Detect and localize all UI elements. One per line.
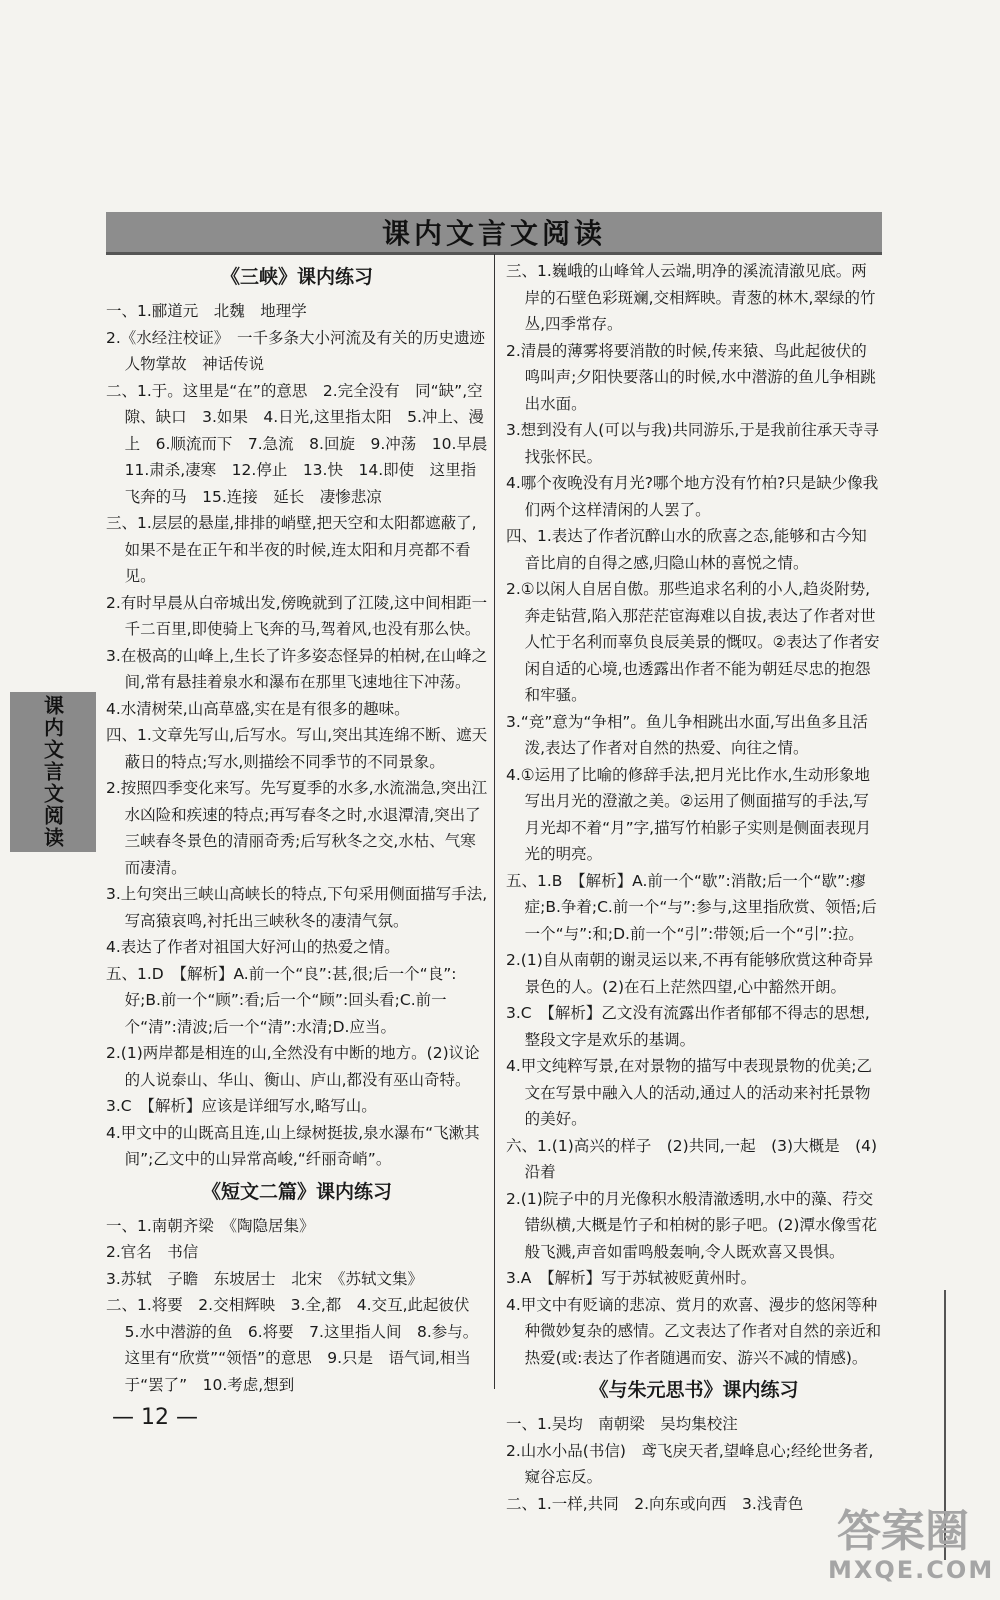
watermark-url: MXQE.COM	[828, 1556, 995, 1584]
answer-item: 三、1.巍峨的山峰耸人云端,明净的溪流清澈见底。两岸的石壁色彩斑斓,交相辉映。青葱的林木,翠绿的竹丛,四季常存。	[506, 262, 876, 333]
answer-item: 3.在极高的山峰上,生长了许多姿态怪异的柏树,在山峰之间,常有悬挂着泉水和瀑布在那里飞速地往下冲荡。	[106, 646, 488, 691]
page-number: — 12 —	[112, 1405, 198, 1430]
answer-item: 3.想到没有人(可以与我)共同游乐,于是我前往承天寺寻找张怀民。	[506, 421, 879, 466]
section-title: 《短文二篇》课内练习	[201, 1180, 392, 1203]
answer-item: 二、1.于。这里是“在”的意思 2.完全没有 同“缺”,空隙、缺口 3.如果 4.日光,这里指太阳 5.冲上、漫上 6.顺流而下 7.急流 8.回旋 9.冲荡 10.早晨 11.肃杀,凄寒 12.停止 13.快 14.即使 这里指飞奔的马 15.连接 延长 凄惨悲凉	[106, 381, 503, 506]
answer-item: 二、1.将要 2.交相辉映 3.全,都 4.交互,此起彼伏 5.水中潜游的鱼 6.将要 7.这里指人间 8.参与。这里有“欣赏”“领悟”的意思 9.只是 语气词,相当于“罢了” 10.考虑,想到	[106, 1296, 486, 1394]
banner-title: 课内文言文阅读	[381, 217, 606, 250]
answer-item: 3.苏轼 子瞻 东坡居士 北宋 《苏轼文集》	[106, 1269, 424, 1288]
section-title: 《与朱元思书》课内练习	[589, 1379, 799, 1401]
answer-item: 2.清晨的薄雾将要消散的时候,传来猿、鸟此起彼伏的鸣叫声;夕阳快要落山的时候,水中潜游的鱼儿争相跳出水面。	[506, 341, 876, 413]
answer-item: 2.按照四季变化来写。先写夏季的水多,水流湍急,突出江水凶险和疾速的特点;再写春冬之时,水退潭清,突出了三峡春冬景色的清丽奇秀;后写秋冬之交,水枯、气寒而凄清。	[106, 779, 488, 877]
watermark-logo	[828, 1506, 995, 1584]
answer-item: 2.(1)自从南朝的谢灵运以来,不再有能够欣赏这种奇异景色的人。(2)在石上茫然四望,心中豁然开朗。	[506, 951, 874, 996]
answer-item: 四、1.表达了作者沉醉山水的欣喜之态,能够和古今知音比肩的自得之感,归隐山林的喜悦之情。	[506, 527, 867, 572]
answer-item: 3.A 【解析】写于苏轼被贬黄州时。	[506, 1269, 757, 1287]
answer-item: 2.《水经注校证》 一千多条大小河流及有关的历史遗迹 人物掌故 神话传说	[106, 328, 501, 373]
answer-item: 2.①以闲人自居自傲。那些追求名利的小人,趋炎附势,奔走钻营,陷入那茫茫宦海难以自拔,表达了作者对世人忙于名利而辜负良辰美景的慨叹。②表达了作者安闲自适的心境,也透露出作者不能为朝廷尽忠的抱怨和牢骚。	[506, 580, 880, 704]
answer-item: 四、1.文章先写山,后写水。写山,突出其连绵不断、遮天蔽日的特点;写水,则描绘不同季节的不同景象。	[106, 726, 488, 771]
answer-item: 2.山水小品(书信) 鸢飞戾天者,望峰息心;经纶世务者,窥谷忘反。	[506, 1441, 874, 1486]
left-column	[106, 258, 503, 1398]
answer-item: 3.C 【解析】应该是详细写水,略写山。	[106, 1097, 377, 1115]
answer-item: 4.甲文中的山既高且连,山上绿树挺拔,泉水瀑布“飞漱其间”;乙文中的山异常高峻,“纤丽奇峭”。	[106, 1123, 480, 1168]
watermark-title: 答案圈	[837, 1506, 969, 1557]
answer-item: 3.“竞”意为“争相”。鱼儿争相跳出水面,写出鱼多且活泼,表达了作者对自然的热爱、向往之情。	[506, 712, 868, 757]
answer-item: 三、1.层层的悬崖,排排的峭壁,把天空和太阳都遮蔽了,如果不是在正午和半夜的时候,连太阳和月亮都不看见。	[106, 514, 477, 585]
right-column	[506, 258, 882, 1517]
answer-item: 一、1.吴均 南朝梁 吴均集校注	[506, 1415, 738, 1433]
answer-item: 一、1.郦道元 北魏 地理学	[106, 302, 307, 320]
answer-item: 4.水清树荣,山高草盛,实在是有很多的趣味。	[106, 699, 410, 718]
answer-item: 2.官名 书信	[106, 1243, 199, 1261]
answer-item: 4.甲文中有贬谪的悲凉、赏月的欢喜、漫步的悠闲等种种微妙复杂的感情。乙文表达了作者对自然的亲近和热爱(或:表达了作者随遇而安、游兴不减的情感)。	[506, 1295, 882, 1367]
answer-item: 五、1.B 【解析】A.前一个“歇”:消散;后一个“歇”:瘳症;B.争着;C.前一个“与”:参与,这里指欣赏、领悟;后一个“与”:和;D.前一个“引”:带领;后一个“引”:拉。	[506, 871, 877, 943]
answer-item: 一、1.南朝齐梁 《陶隐居集》	[106, 1216, 315, 1235]
side-tab-label: 课内文言文阅读	[40, 695, 65, 849]
answer-item: 六、1.(1)高兴的样子 (2)共同,一起 (3)大概是 (4)沿着	[506, 1136, 878, 1181]
section-title: 《三峡》课内练习	[220, 266, 373, 288]
answer-item: 4.哪个夜晚没有月光?哪个地方没有竹柏?只是缺少像我们两个这样清闲的人罢了。	[506, 474, 879, 519]
column-divider	[494, 254, 495, 1389]
answer-item: 2.有时早晨从白帝城出发,傍晚就到了江陵,这中间相距一千二百里,即使骑上飞奔的马,驾着风,也没有那么快。	[106, 593, 488, 638]
section-banner	[106, 212, 882, 255]
answer-item: 3.上句突出三峡山高峡长的特点,下句采用侧面描写手法,写高猿哀鸣,衬托出三峡秋冬的凄清气氛。	[106, 885, 488, 930]
side-tab	[10, 692, 96, 852]
answer-item: 4.表达了作者对祖国大好河山的热爱之情。	[106, 938, 400, 956]
answer-item: 3.C 【解析】乙文没有流露出作者郁郁不得志的思想,整段文字是欢乐的基调。	[506, 1004, 870, 1049]
answer-item: 2.(1)院子中的月光像积水般清澈透明,水中的藻、荇交错纵横,大概是竹子和柏树的影子吧。(2)潭水像雪花般飞溅,声音如雷鸣般轰响,令人既欢喜又畏惧。	[506, 1189, 877, 1261]
answer-item: 二、1.一样,共同 2.向东或向西 3.浅青色	[506, 1494, 804, 1513]
answer-item: 2.(1)两岸都是相连的山,全然没有中断的地方。(2)议论的人说泰山、华山、衡山、庐山,都没有巫山奇特。	[106, 1044, 480, 1089]
answer-item: 4.甲文纯粹写景,在对景物的描写中表现景物的优美;乙文在写景中融入人的活动,通过人的活动来衬托景物的美好。	[506, 1057, 872, 1128]
answer-item: 4.①运用了比喻的修辞手法,把月光比作水,生动形象地写出月光的澄澈之美。②运用了侧面描写的手法,写月光却不着“月”字,描写竹柏影子实则是侧面表现月光的明亮。	[506, 765, 872, 863]
answer-item: 五、1.D 【解析】A.前一个“良”:甚,很;后一个“良”:好;B.前一个“顾”:看;后一个“顾”:回头看;C.前一个“清”:清波;后一个“清”:水清;D.应当。	[106, 964, 457, 1036]
